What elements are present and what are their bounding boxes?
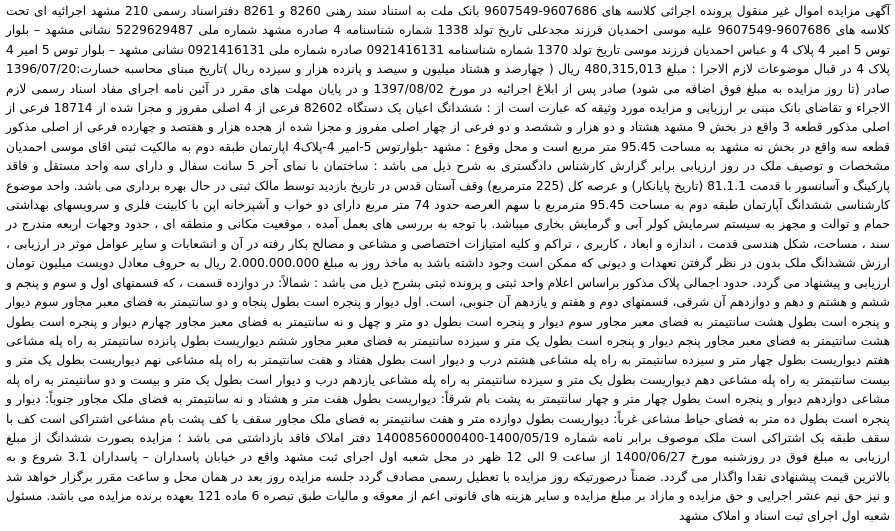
notice-text: آگهی مزایده اموال غیر منقول پرونده اجرائی کلاسه های 9607686-9607549 بانک ملت به استناد سند رهنی 8260 و 8261 دفتراسناد رسمی 210 مشهد اجرائیه ای تحت کلاسه های 9607686-9607549 علیه موسی احمدیان فرزند مجدعلی تاریخ تولد 1338 شماره شناسنامه 4 صادره مشهد شماره ملی 5229629487 نشانی مشهد – بلوار توس 5 امیر 4 پلاک 4 و عباس احمدیان فرزند موسی تاریخ تولد 1370 شماره شناسنامه 0921416131 صادره شماره ملی 0921416131 نشانی مشهد – بلوار توس 5 امیر 4 پلاک 4 در قبال موضوعات لازم الاجرا : مبلغ 480,315,013 ریال ( چهارصد و هشتاد میلیون و سیصد و پانزده هزار و سیزده ریال )تاریخ مبنای محاسبه خسارت:1396/07/20 صادر (تا روز مزایده به مبلغ فوق اضافه می شود) صادر پس از ابلاغ اجرائیه در مورخ 1397/08/02 و در پایان مهلت های مقرر در آئین نامه اجرای مفاد اسناد رسمی لازم الاجراء و تقاضای بانک مبنی بر ارزیابی و مزایده مورد وثیقه که عبارت است از : ششدانگ اعیان یک دستگاه 82602 فرعی از 4 اصلی مفروز و مجزا شده از 18714 فرعی از اصلی مذکور قطعه 3 واقع در بخش 9 مشهد هشتاد و دو هزار و ششصد و دو فرعی از چهار اصلی مفروز و مجزا شده از هجده هزار و هفتصد و چهارده فرعی از اصلی مذکور قطعه سه واقع در بخش نه مشهد به مساحت 95.45 متر مربع است و محل وقوع : مشهد -بلوارتوس 5-امیر 4-پلاک4 اپارتمان طبقه دوم به مالکیت ثبتی اقای موسی احمدیان مشخصات و توصیف ملک در روز ارزیابی برابر گزارش کارشناس دادگستری به شرح ذیل می باشد : ساختمان با نمای آجر 5 سانت سفال و دارای سه واحد مستقل و فاقد پارکینگ و آسانسور با قدمت 81.1.1 (تاریخ پایانکار) و عرصه کل (225 مترمربع) وقف آستان قدس در تاریخ بازدید توسط مالک ثبتی در حال بهره برداری می باشد. واحد موضوع کارشناسی ششدانگ آپارتمان طبقه دوم به مساحت 95.45 مترمربع با سهم العرصه حدود 74 متر مربع دارای دو خواب و آشپزخانه اپن با کابینت فلزی و سرویسهای بهداشتی حمام و توالت و مجهز به سیستم سرمایش کولر آبی و گرمایش بخاری میباشد. با توجه به بررسی های بعمل آمده ، موقعیت مکانی و منطقه ای ، حدود وجهات اربعه مندرج در سند ، مساحت، شکل هندسی قدمت ، اندازه و ابعاد ، کاربری ، تراکم و کلیه امتیازات اختصاصی و مشاعی و مصالح بکار رفته در آن و انشعابات و سایر عوامل موثر در ارزیابی ، ارزش ششدانگ ملک بدون در نظر گرفتن تعهدات و دیونی که ممکن است وجود داشته باشد به ماخذ روز به مبلغ 2.000.000.000 ریال به حروف معادل دویست میلیون تومان ارزیابی و پیشنهاد می گردد. حدود اجمالی پلاک مذکور براساس اعلام واحد ثبتی و پرونده ثبتی بشرح ذیل می باشد : شمالاً: در دوازده قسمت ، که قسمتهای اول و سوم و پنجم و ششم و هشتم و دهم و دوازدهم آن شرقی، قسمتهای دوم و هفتم و یازدهم آن جنوبی، است. اول دیوار و پنجره است بطول پنجاه و دو سانتیمتر به فضای معبر مجاور سوم دیوار و پنجره است بطول هشت سانتیمتر به فضای معبر مجاور سوم دیوار و پنجره است بطول دو متر و چهل و نه سانتیمتر به فضای معبر مجاور چهارم دیوار و پنجره است بطول هشت سانتیمتر به فضای معبر مجاور پنجم دیوار و پنجره است بطول یک متر و سیزده سانتیمتر به فضای معبر مجاور ششم دیواریست بطول پانزده سانتیمتر به راه پله مشاعی هفتم دیواریست بطول چهار متر و سیزده سانتیمتر به راه پله مشاعی هشتم درب و دیوار است بطول هفتاد و هفت سانتیمتر به راه پله مشاعی نهم دیواریست بطول یک متر و بیست سانتیمتر به راه پله مشاعی دهم دیواریست بطول یک متر و سیزده سانتیمتر به راه پله مشاعی یازدهم درب و دیوار است بطول یک متر و بیست و دو سانتیمتر به راه پله مشاعی دوازدهم دیوار و پنجره است بطول چهار متر و چهار سانتیمتر به پشت بام شرقاً: دیواریست بطول هفت متر و هشتاد و نه سانتیمتر به فضای ملک مجاور جنوباً: دیوار و پنجره است بطول ده متر به فضای حیاط مشاعی غرباً: دیواریست بطول دوازده متر و هفت سانتیمتر به فضای ملک مجاور سقف با کف پشت بام مشاعی اشتراکی است کف با سقف طبقه یک اشتراکی است ملک موصوف برابر نامه شماره 1400/05/19-14008560000400 دفتر املاک فاقد بازداشتی می باشد ؛ مزایده بصورت ششدانگ از مبلغ ارزیابی به مبلغ فوق در روزشنبه مورخ 1400/06/27 از ساعت 9 الی 12 ظهر در محل شعبه اول اجرای ثبت مشهد واقع در خیابان پاسداران – پاسداران 3.1 شروع و به بالاترین قیمت پیشنهادی نقدا واگذار می گردد. ضمناً درصورتیکه روز مزایده با تعطیل رسمی مصادف گردد جلسه مزایده روز بعد در همان محل و ساعت مقرر برگزار خواهد شد و نیز حق نیم عشر اجرایی و حق مزایده و مازاد بر مبلغ مزایده و سایر هزینه های قانونی اعم از معوقه و مالیات طبق تبصره 6 ماده 121 بعهده برنده مزایده می باشد. مسئول شعبه اول اجرای ثبت اسناد و املاک مشهد (6, 4, 891, 523)
